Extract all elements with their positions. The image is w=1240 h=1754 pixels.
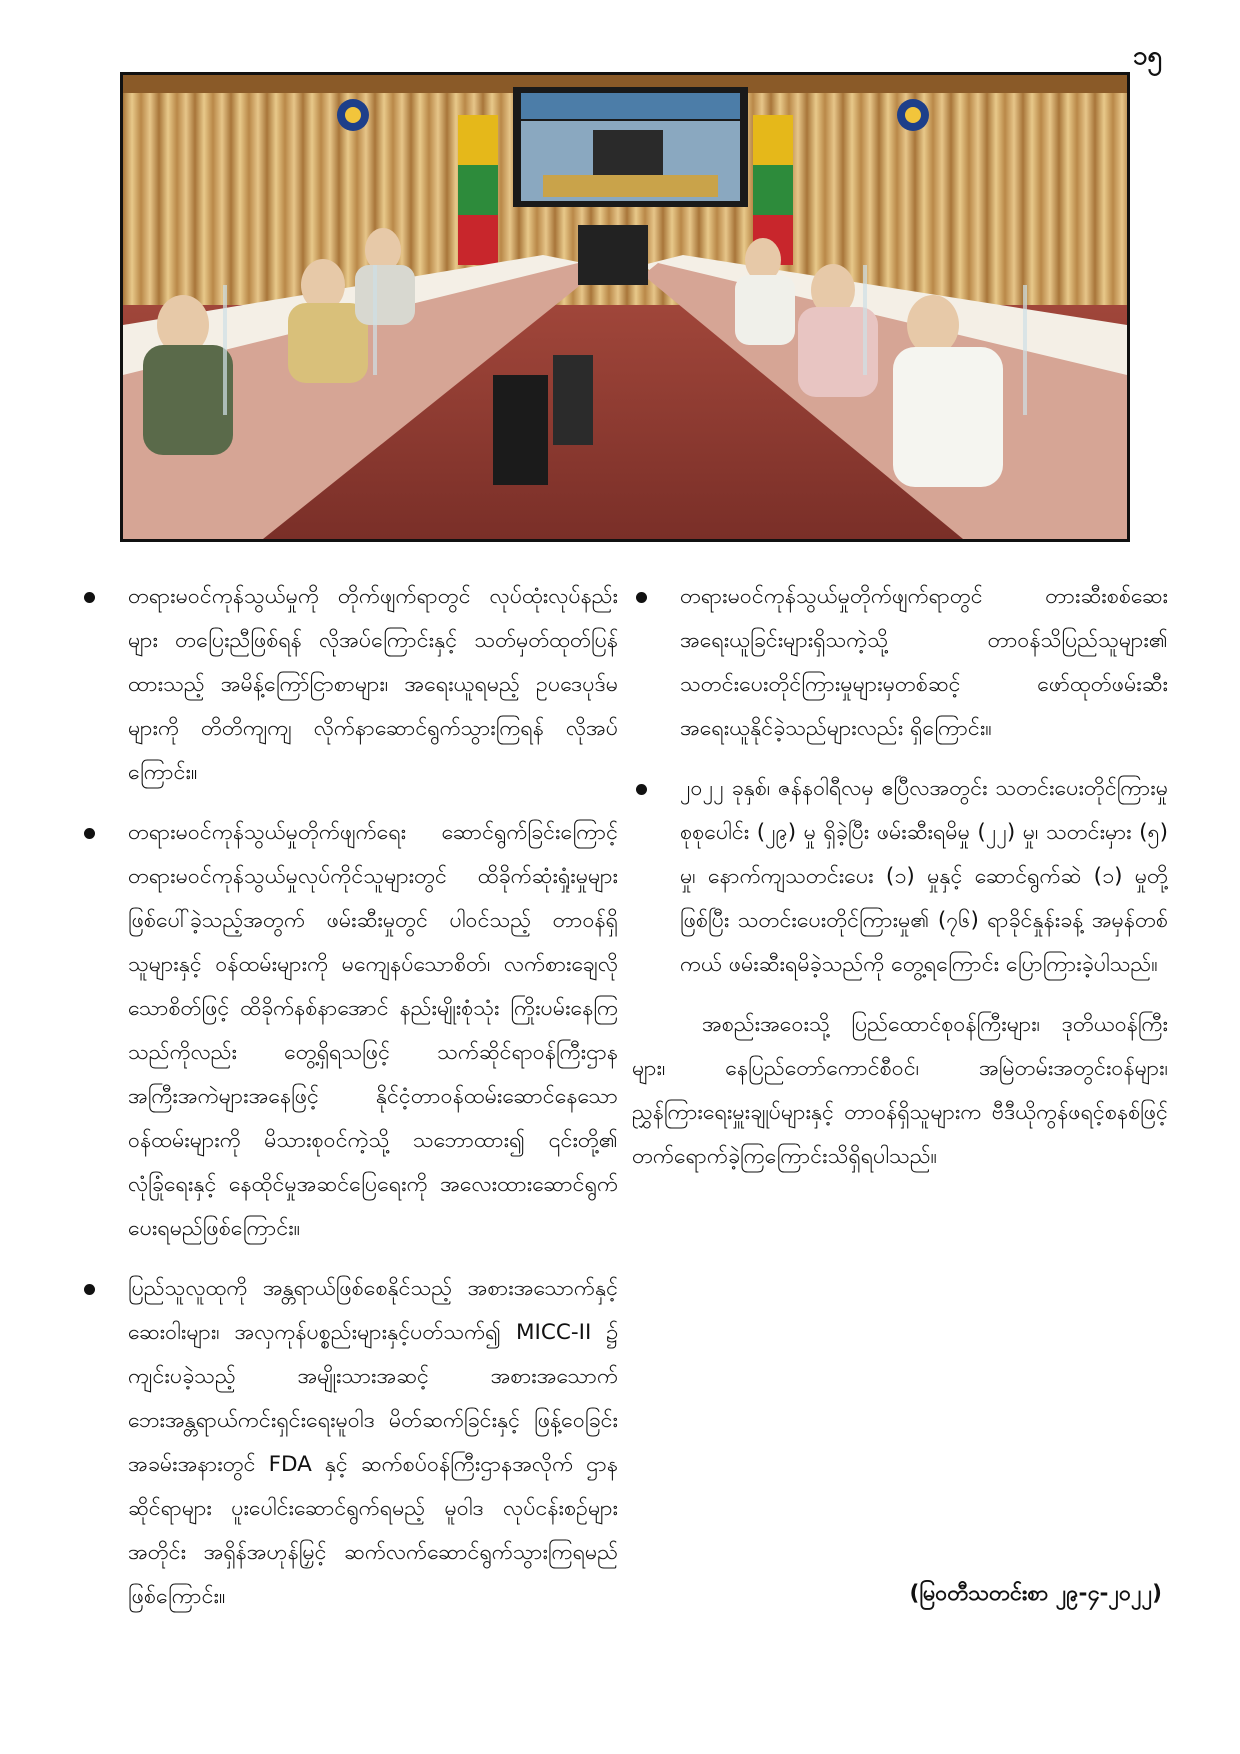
meeting-photo xyxy=(120,72,1130,542)
bullet-icon xyxy=(84,592,95,603)
list-item xyxy=(80,811,618,1251)
closing-paragraph: အစည်းအဝေးသို့ ပြည်ထောင်စုဝန်ကြီးများ၊ ဒုတိယဝန်ကြီးများ၊ နေပြည်တော်ကောင်စီဝင်၊ အမြဲတမ်းအတွင်းဝန်များ၊ ညွှန်ကြားရေးမှူးချုပ်များနှင့် တာဝန်ရှိသူများက ဗီဒီယိုကွန်ဖရင့်စနစ်ဖြင့် တက်ရောက်ခဲ့ကြကြောင်းသိရှိရပါသည်။ xyxy=(632,1012,1168,1169)
page-number: ၁၅ xyxy=(1132,41,1162,71)
list-item-text: တရားမဝင်ကုန်သွယ်မှုတိုက်ဖျက်ရေး ဆောင်ရွက်ခြင်းကြောင့် တရားမဝင်ကုန်သွယ်မှုလုပ်ကိုင်သူများတွင် ထိခိုက်ဆုံးရှုံးမှုများဖြစ်ပေါ်ခဲ့သည့်အတွက် ဖမ်းဆီးမှုတွင် ပါဝင်သည့် တာဝန်ရှိသူများနှင့် ဝန်ထမ်းများကို မကျေနပ်သောစိတ်၊ လက်စားချေလိုသောစိတ်ဖြင့် ထိခိုက်နစ်နာအောင် နည်းမျိုးစုံသုံး ကြိုးပမ်းနေကြသည်ကိုလည်း တွေ့ရှိရသဖြင့် သက်ဆိုင်ရာဝန်ကြီးဌာန အကြီးအကဲများအနေဖြင့် နိုင်ငံ့တာဝန်ထမ်းဆောင်နေသော ဝန်ထမ်းများကို မိသားစုဝင်ကဲ့သို့ သဘောထား၍ ၎င်းတို့၏ လုံခြုံရေးနှင့် နေထိုင်မှုအဆင်ပြေရေးကို အလေးထားဆောင်ရွက်ပေးရမည်ဖြစ်ကြောင်း။ xyxy=(128,820,618,1241)
list-item-text: ပြည်သူလူထုကို အန္တရာယ်ဖြစ်စေနိုင်သည့် အစားအသောက်နှင့်ဆေးဝါးများ၊ အလှကုန်ပစ္စည်းများနှင့်ပတ်သက်၍ MICC-II ၌ ကျင်းပခဲ့သည့် အမျိုးသားအဆင့် အစားအသောက်ဘေးအန္တရာယ်ကင်းရှင်းရေးမူဝါဒ မိတ်ဆက်ခြင်းနှင့် ဖြန့်ဝေခြင်းအခမ်းအနားတွင် FDA နှင့် ဆက်စပ်ဝန်ကြီးဌာနအလိုက် ဌာနဆိုင်ရာများ ပူးပေါင်းဆောင်ရွက်ရမည့် မူဝါဒ လုပ်ငန်းစဉ်များအတိုင်း အရှိန်အဟုန်မြှင့် ဆက်လက်ဆောင်ရွက်သွားကြရမည်ဖြစ်ကြောင်း။ xyxy=(128,1276,618,1609)
left-column xyxy=(80,575,618,1635)
list-item-text: တရားမဝင်ကုန်သွယ်မှုကို တိုက်ဖျက်ရာတွင် လုပ်ထုံးလုပ်နည်းများ တပြေးညီဖြစ်ရန် လိုအပ်ကြောင်းနှင့် သတ်မှတ်ထုတ်ပြန်ထားသည့် အမိန့်ကြော်ငြာစာများ၊ အရေးယူရမည့် ဥပဒေပုဒ်မများကို တိတိကျကျ လိုက်နာဆောင်ရွက်သွားကြရန် လိုအပ်ကြောင်း။ xyxy=(128,584,618,785)
bullet-icon xyxy=(84,1284,95,1295)
list-item-text: တရားမဝင်ကုန်သွယ်မှုတိုက်ဖျက်ရာတွင် တားဆီးစစ်ဆေးအရေးယူခြင်းများရှိသကဲ့သို့ တာဝန်သိပြည်သူများ၏ သတင်းပေးတိုင်ကြားမှုများမှတစ်ဆင့် ဖော်ထုတ်ဖမ်းဆီးအရေးယူနိုင်ခဲ့သည်များလည်း ရှိကြောင်း။ xyxy=(680,584,1168,741)
bullet-icon xyxy=(636,784,647,795)
list-item xyxy=(632,575,1168,751)
right-column xyxy=(632,575,1168,1179)
meeting-photo-illustration xyxy=(123,75,1127,539)
bullet-icon xyxy=(84,828,95,839)
list-item xyxy=(80,1267,618,1619)
list-item xyxy=(80,575,618,795)
bullet-icon xyxy=(636,592,647,603)
list-item-text: ၂၀၂၂ ခုနှစ်၊ ဇန်နဝါရီလမှ ဧပြီလအတွင်း သတင်းပေးတိုင်ကြားမှု စုစုပေါင်း (၂၉) မှု ရှိခဲ့ပြီး ဖမ်းဆီးရမိမှု (၂၂) မှု၊ သတင်းမှား (၅) မှု၊ နောက်ကျသတင်းပေး (၁) မှုနှင့် ဆောင်ရွက်ဆဲ (၁) မှုတို့ဖြစ်ပြီး သတင်းပေးတိုင်ကြားမှု၏ (၇၆) ရာခိုင်နှုန်းခန့် အမှန်တစ်ကယ် ဖမ်းဆီးရမိခဲ့သည်ကို တွေ့ရကြောင်း ပြောကြားခဲ့ပါသည်။ xyxy=(680,776,1168,977)
source-citation: (မြဝတီသတင်းစာ ၂၉-၄-၂၀၂၂) xyxy=(909,1581,1162,1606)
list-item xyxy=(632,767,1168,987)
